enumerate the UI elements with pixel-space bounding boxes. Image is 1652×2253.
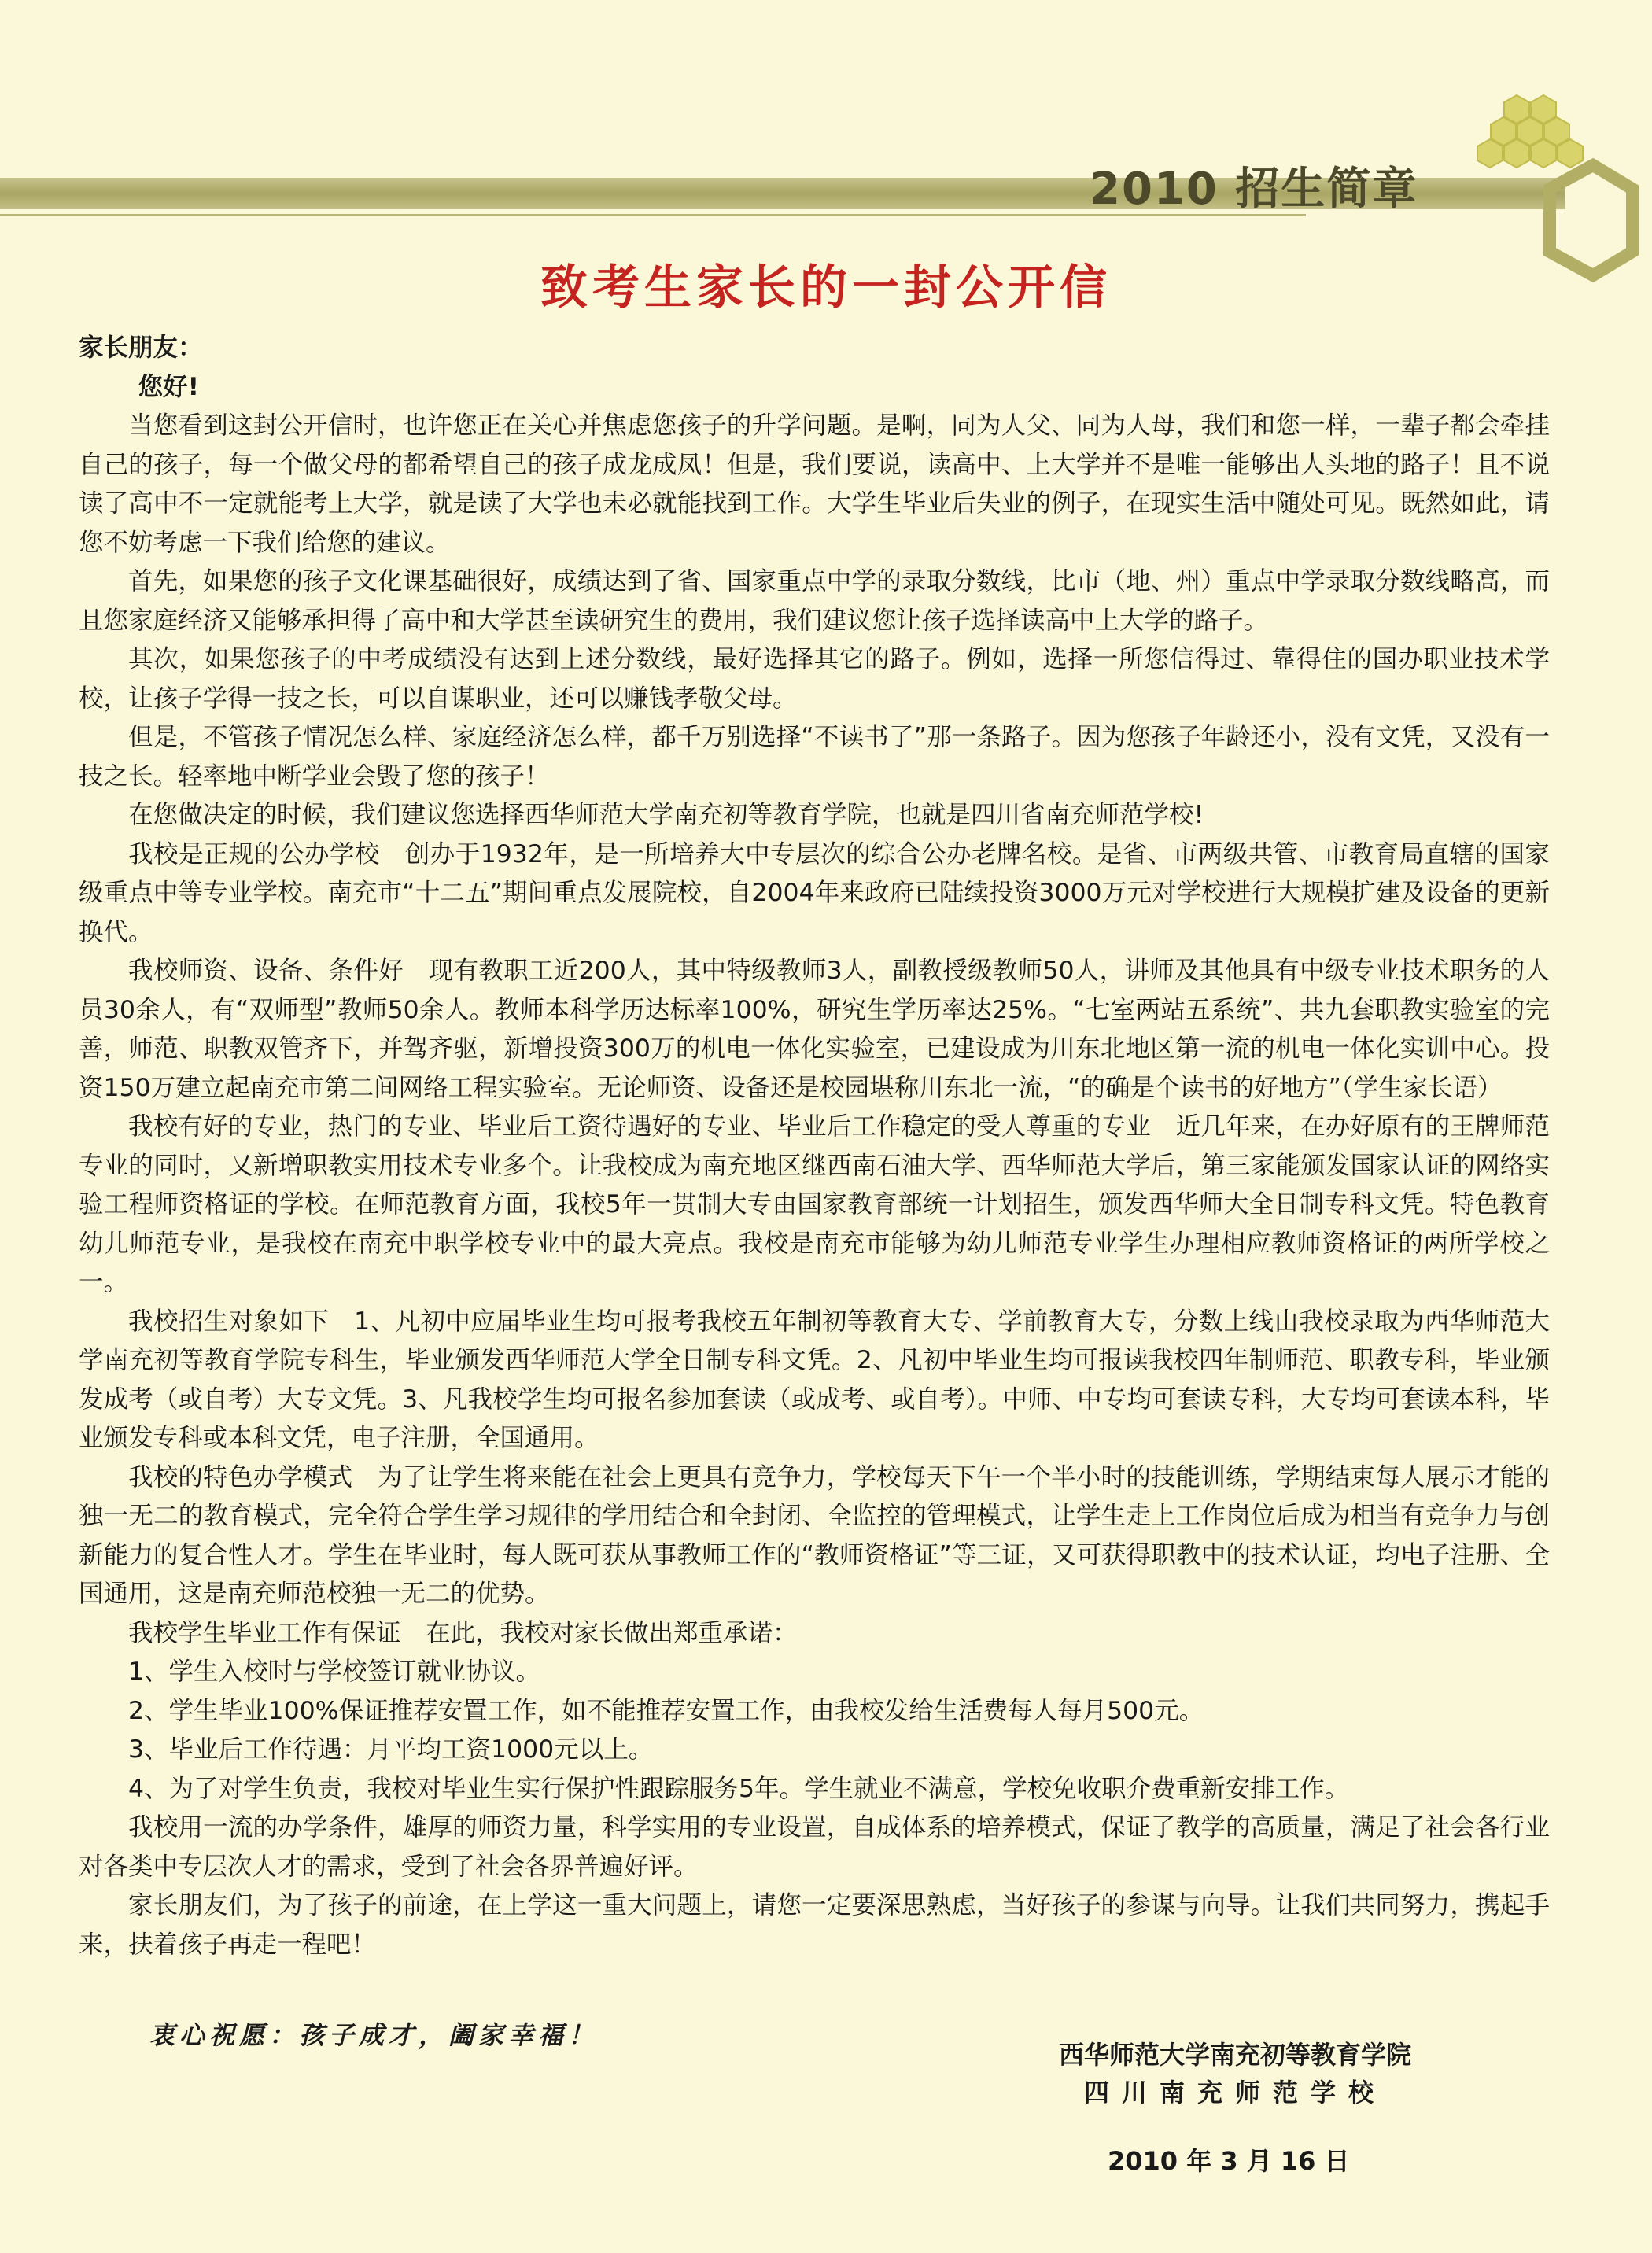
paragraph: 当您看到这封公开信时，也许您正在关心并焦虑您孩子的升学问题。是啊，同为人父、同为人母，我们和您一样，一辈子都会牵挂自己的孩子，每一个做父母的都希望自己的孩子成龙成凤！但是，我们要说，读高中、上大学并不是唯一能够出人头地的路子！且不说读了高中不一定就能考上大学，就是读了大学也未必就能找到工作。大学生毕业后失业的例子，在现实生活中随处可见。既然如此，请您不妨考虑一下我们给您的建议。 <box>79 411 1550 557</box>
paragraph: 我校师资、设备、条件好 现有教职工近200人，其中特级教师3人，副教授级教师50人，讲师及其他具有中级专业技术职务的人员30余人，有“双师型”教师50余人。教师本科学历达标率100%，研究生学历率达25%。“七室两站五系统”、共九套职教实验室的完善，师范、职教双管齐下，并驾齐驱，新增投资300万的机电一体化实验室，已建设成为川东北地区第一流的机电一体化实训中心。投资150万建立起南充市第二间网络工程实验室。无论师资、设备还是校园堪称川东北一流，“的确是个读书的好地方”（学生家长语） <box>79 957 1550 1102</box>
letter-body <box>79 329 1550 1964</box>
paragraph: 我校招生对象如下 1、凡初中应届毕业生均可报考我校五年制初等教育大专、学前教育大专，分数上线由我校录取为西华师范大学南充初等教育学院专科生，毕业颁发西华师范大学全日制专科文凭。2、凡初中毕业生均可报读我校四年制师范、职教专科，毕业颁发成考（或自考）大专文凭。3、凡我校学生均可报名参加套读（或成考、或自考）。中师、中专均可套读专科，大专均可套读本科，毕业颁发专科或本科文凭，电子注册，全国通用。 <box>79 1307 1550 1452</box>
paragraph: 我校学生毕业工作有保证 在此，我校对家长做出郑重承诺： <box>128 1618 798 1647</box>
paragraph: 我校有好的专业，热门的专业、毕业后工资待遇好的专业、毕业后工作稳定的受人尊重的专业 近几年来，在办好原有的王牌师范专业的同时，又新增职教实用技术专业多个。让我校成为南充地区继西南石油大学、西华师范大学后，第三家能颁发国家认证的网络实验工程师资格证的学校。在师范教育方面，我校5年一贯制大专由国家教育部统一计划招生，颁发西华师大全日制专科文凭。特色教育幼儿师范专业，是我校在南充中职学校专业中的最大亮点。我校是南充市能够为幼儿师范专业学生办理相应教师资格证的两所学校之一。 <box>79 1112 1550 1296</box>
paragraph: 我校的特色办学模式 为了让学生将来能在社会上更具有竞争力，学校每天下午一个半小时的技能训练，学期结束每人展示才能的独一无二的教育模式，完全符合学生学习规律的学用结合和全封闭、全监控的管理模式，让学生走上工作岗位后成为相当有竞争力与创新能力的复合性人才。学生在毕业时，每人既可获从事教师工作的“教师资格证”等三证，又可获得职教中的技术认证，均电子注册、全国通用，这是南充师范校独一无二的优势。 <box>79 1462 1550 1608</box>
paragraph: 我校用一流的办学条件，雄厚的师资力量，科学实用的专业设置，自成体系的培养模式，保证了教学的高质量，满足了社会各行业对各类中专层次人才的需求，受到了社会各界普遍好评。 <box>79 1813 1550 1881</box>
signature-institution: 西华师范大学南充初等教育学院 <box>1058 2040 1411 2070</box>
paragraph: 家长朋友们，为了孩子的前途，在上学这一重大问题上，请您一定要深思熟虑，当好孩子的参谋与向导。让我们共同努力，携起手来，扶着孩子再走一程吧！ <box>79 1891 1550 1959</box>
signature <box>1015 2036 1455 2111</box>
promise-item: 1、学生入校时与学校签订就业协议。 <box>128 1657 541 1686</box>
greeting: 您好! <box>138 372 199 401</box>
letter-date: 2010 年 3 月 16 日 <box>1108 2146 1350 2176</box>
paragraph: 但是，不管孩子情况怎么样、家庭经济怎么样，都千万别选择“不读书了”那一条路子。因为您孩子年龄还小，没有文凭，又没有一技之长。轻率地中断学业会毁了您的孩子！ <box>79 723 1550 791</box>
paragraph: 其次，如果您孩子的中考成绩没有达到上述分数线，最好选择其它的路子。例如，选择一所您信得过、靠得住的国办职业技术学校，让孩子学得一技之长，可以自谋职业，还可以赚钱孝敬父母。 <box>79 645 1550 713</box>
brand-header-title: 2010 招生简章 <box>1090 164 1418 215</box>
signature-school: 四川南充师范学校 <box>1083 2078 1386 2107</box>
promise-item: 2、学生毕业100%保证推荐安置工作，如不能推荐安置工作，由我校发给生活费每人每月500元。 <box>128 1696 1204 1725</box>
promise-item: 3、毕业后工作待遇：月平均工资1000元以上。 <box>128 1735 654 1764</box>
paragraph: 我校是正规的公办学校 创办于1932年，是一所培养大中专层次的综合公办老牌名校。是省、市两级共管、市教育局直辖的国家级重点中等专业学校。南充市“十二五”期间重点发展院校，自2004年来政府已陆续投资3000万元对学校进行大规模扩建及设备的更新换代。 <box>79 839 1550 946</box>
paragraph: 首先，如果您的孩子文化课基础很好，成绩达到了省、国家重点中学的录取分数线，比市（地、州）重点中学录取分数线略高，而且您家庭经济又能够承担得了高中和大学甚至读研究生的费用，我们建议您让孩子选择读高中上大学的路子。 <box>79 567 1550 635</box>
salutation: 家长朋友： <box>79 334 203 362</box>
promise-item: 4、为了对学生负责，我校对毕业生实行保护性跟踪服务5年。学生就业不满意，学校免收职介费重新安排工作。 <box>128 1774 1350 1803</box>
paragraph: 在您做决定的时候，我们建议您选择西华师范大学南充初等教育学院，也就是四川省南充师范学校! <box>128 801 1204 829</box>
closing-wish: 衷心祝愿：孩子成才，阖家幸福！ <box>149 2020 599 2050</box>
letter-title: 致考生家长的一封公开信 <box>540 260 1112 315</box>
